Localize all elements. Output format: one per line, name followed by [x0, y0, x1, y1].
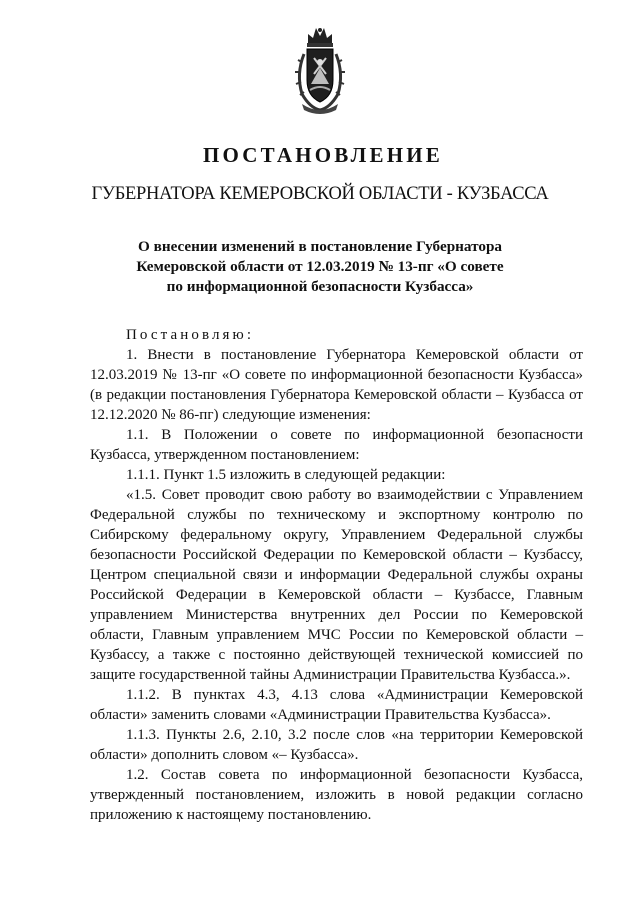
document-body	[90, 325, 583, 825]
paragraph-1-1-2: 1.1.2. В пунктах 4.3, 4.13 слова «Администрации Кемеровской области» заменить словами «Администрации Правительства Кузбасса».	[90, 687, 583, 723]
paragraph-1-2: 1.2. Состав совета по информационной безопасности Кузбасса, утвержденный постановлением, изложить в новой редакции согласно приложению к настоящему постановлению.	[90, 767, 583, 823]
subject-line: по информационной безопасности Кузбасса»	[166, 278, 474, 295]
document-issuer: ГУБЕРНАТОРА КЕМЕРОВСКОЙ ОБЛАСТИ - КУЗБАССА	[91, 184, 549, 204]
coat-of-arms-icon	[294, 24, 346, 114]
paragraph-1: 1. Внести в постановление Губернатора Кемеровской области от 12.03.2019 № 13-пг «О совете по информационной безопасности Кузбасса» (в редакции постановления Губернатора Кемеровской области – Кузбасса от 12.12.2020 № 86-пг) следующие изменения:	[90, 347, 583, 423]
subject-line: Кемеровской области от 12.03.2019 № 13-пг «О совете	[136, 258, 504, 275]
paragraph-1-1-3: 1.1.3. Пункты 2.6, 2.10, 3.2 после слов «на территории Кемеровской области» дополнить словом «– Кузбасса».	[90, 727, 583, 763]
paragraph-1-1-1: 1.1.1. Пункт 1.5 изложить в следующей редакции:	[126, 467, 446, 483]
document-type-title: ПОСТАНОВЛЕНИЕ	[202, 143, 444, 167]
preamble: Постановляю:	[126, 327, 255, 343]
paragraph-1-5-quote: «1.5. Совет проводит свою работу во взаимодействии с Управлением Федеральной службы по техническому и экспортному контролю по Сибирскому федеральному округу, Управлением Федеральной службы безопасности Российской Федерации по Кемеровской области – Кузбассу, Центром специальной связи и информации Федеральной службы охраны Российской Федерации в Кемеровской области – Кузбассе, Главным управлением Министерства внутренних дел России по Кемеровской области, Главным управлением МЧС России по Кемеровской области – Кузбассу, а также с постоянно действующей технической комиссией по защите государственной тайны Администрации Правительства Кузбасса.».	[90, 487, 583, 683]
document-subject	[120, 237, 520, 297]
subject-line: О внесении изменений в постановление Губернатора	[138, 238, 502, 255]
paragraph-1-1: 1.1. В Положении о совете по информационной безопасности Кузбасса, утвержденном постановлением:	[90, 427, 583, 463]
